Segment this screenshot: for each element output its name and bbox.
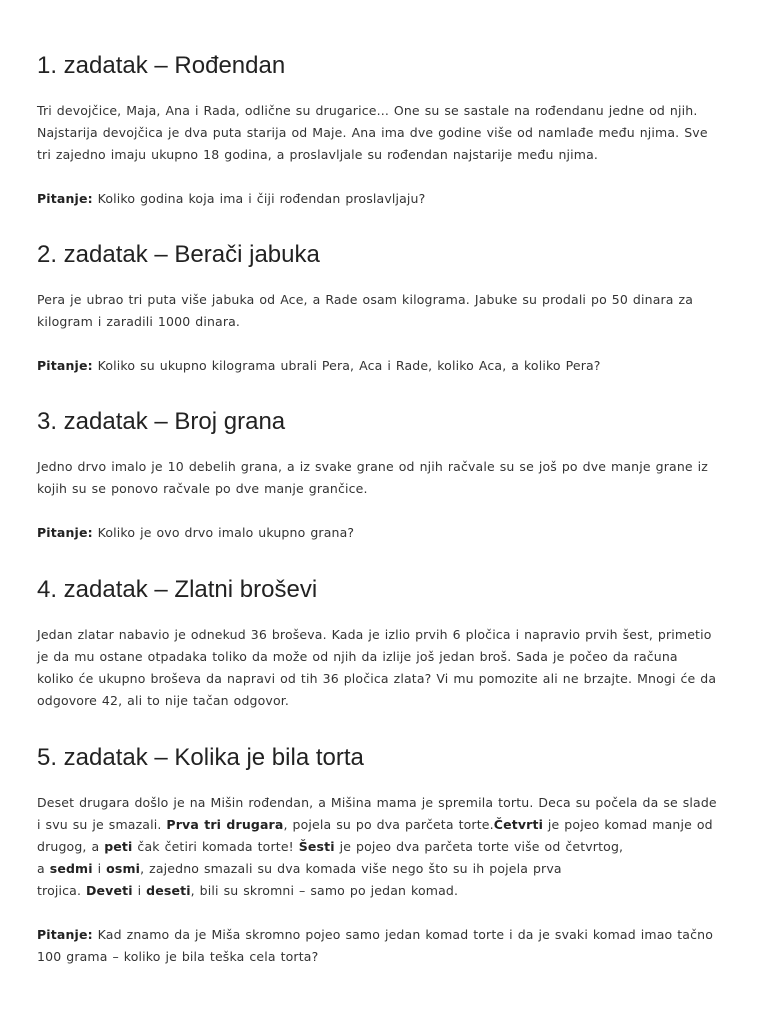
task-4: [37, 576, 749, 712]
task-1-title: 1. zadatak – Rođendan: [37, 52, 286, 79]
bold-text: deseti: [146, 883, 191, 898]
task-5-title: 5. zadatak – Kolika je bila torta: [37, 744, 364, 771]
task-2-question: [37, 355, 749, 377]
task-1: [37, 52, 749, 210]
text-segment: i: [92, 861, 107, 876]
text-line: Najstarija devojčica je dva puta starija od Maje. Ana ima dve godine više od namlađe među njima. Sve: [37, 125, 708, 140]
text-line: [37, 814, 749, 836]
text-line: Jedno drvo imalo je 10 debelih grana, a iz svake grane od njih račvale su se još po dve manje grane iz: [37, 459, 708, 474]
task-5-text: [37, 792, 749, 902]
task-3-question: [37, 522, 749, 544]
bold-text: Četvrti: [493, 817, 543, 832]
task-4-text: [37, 624, 749, 712]
question-text: Koliko godina koja ima i čiji rođendan proslavljaju?: [97, 191, 426, 206]
text-segment: drugog, a: [37, 839, 105, 854]
question-text: Koliko je ovo drvo imalo ukupno grana?: [97, 525, 355, 540]
text-line: Jedan zlatar nabavio je odnekud 36 broševa. Kada je izlio prvih 6 pločica i napravio prvih šest, primetio: [37, 627, 712, 642]
text-line: [37, 858, 749, 880]
text-segment: , zajedno smazali su dva komada više nego što su ih pojela prva: [140, 861, 562, 876]
text-line: odgovore 42, ali to nije tačan odgovor.: [37, 693, 290, 708]
question-label: Pitanje:: [37, 191, 93, 206]
task-2-text: [37, 289, 749, 333]
task-1-question: [37, 188, 749, 210]
bold-text: sedmi: [49, 861, 93, 876]
task-2: [37, 241, 749, 377]
bold-text: Šesti: [298, 839, 335, 854]
text-line: je da mu ostane otpadaka toliko da može od njih da izlije još jedan broš. Sada je počeo da računa: [37, 649, 678, 664]
task-1-text: [37, 100, 749, 166]
text-line: kojih su se ponovo račvale po dve manje grančice.: [37, 481, 368, 496]
task-3: [37, 408, 749, 544]
bold-text: osmi: [106, 861, 141, 876]
text-line: koliko će ukupno broševa da napravi od tih 36 pločica zlata? Vi mu pomozite ali ne brzajte. Mnogi će da: [37, 671, 717, 686]
text-segment: je pojeo dva parčeta torte više od četvrtog,: [334, 839, 624, 854]
text-line: [37, 792, 749, 814]
text-line: Pera je ubrao tri puta više jabuka od Ace, a Rade osam kilograma. Jabuke su prodali po 50 dinara za: [37, 292, 694, 307]
text-segment: , pojela su po dva parčeta torte.: [283, 817, 494, 832]
bold-text: Prva tri drugara: [166, 817, 284, 832]
text-segment: trojica.: [37, 883, 86, 898]
text-segment: , bili su skromni – samo po jedan komad.: [190, 883, 459, 898]
task-5: [37, 744, 749, 968]
task-5-question: [37, 924, 749, 968]
question-text: Kad znamo da je Miša skromno pojeo samo jedan komad torte i da je svaki komad imao tačno: [97, 927, 713, 942]
text-segment: i svu su je smazali.: [37, 817, 167, 832]
task-3-title: 3. zadatak – Broj grana: [37, 408, 286, 435]
question-label: Pitanje:: [37, 358, 93, 373]
text-segment: čak četiri komada torte!: [132, 839, 299, 854]
question-label: Pitanje:: [37, 525, 93, 540]
task-4-title: 4. zadatak – Zlatni broševi: [37, 576, 318, 603]
text-line: tri zajedno imaju ukupno 18 godina, a proslavljale su rođendan najstarije među njima.: [37, 147, 599, 162]
bold-text: peti: [104, 839, 133, 854]
text-line: [37, 836, 749, 858]
task-3-text: [37, 456, 749, 500]
text-line: Tri devojčice, Maja, Ana i Rada, odlične su drugarice... One su se sastale na rođendanu jedne od njih.: [37, 103, 698, 118]
question-text: Koliko su ukupno kilograma ubrali Pera, Aca i Rade, koliko Aca, a koliko Pera?: [97, 358, 601, 373]
text-segment: i: [132, 883, 147, 898]
text-line: kilogram i zaradili 1000 dinara.: [37, 314, 241, 329]
text-segment: je pojeo komad manje od: [543, 817, 713, 832]
text-line: 100 grama – koliko je bila teška cela torta?: [37, 949, 319, 964]
text-segment: Deset drugara došlo je na Mišin rođendan, a Mišina mama je spremila tortu. Deca su počela da se slade: [37, 795, 717, 810]
text-segment: a: [37, 861, 50, 876]
bold-text: Deveti: [86, 883, 133, 898]
text-line: [37, 880, 749, 902]
text-line: [37, 924, 749, 946]
question-label: Pitanje:: [37, 927, 93, 942]
task-2-title: 2. zadatak – Berači jabuka: [37, 241, 320, 268]
